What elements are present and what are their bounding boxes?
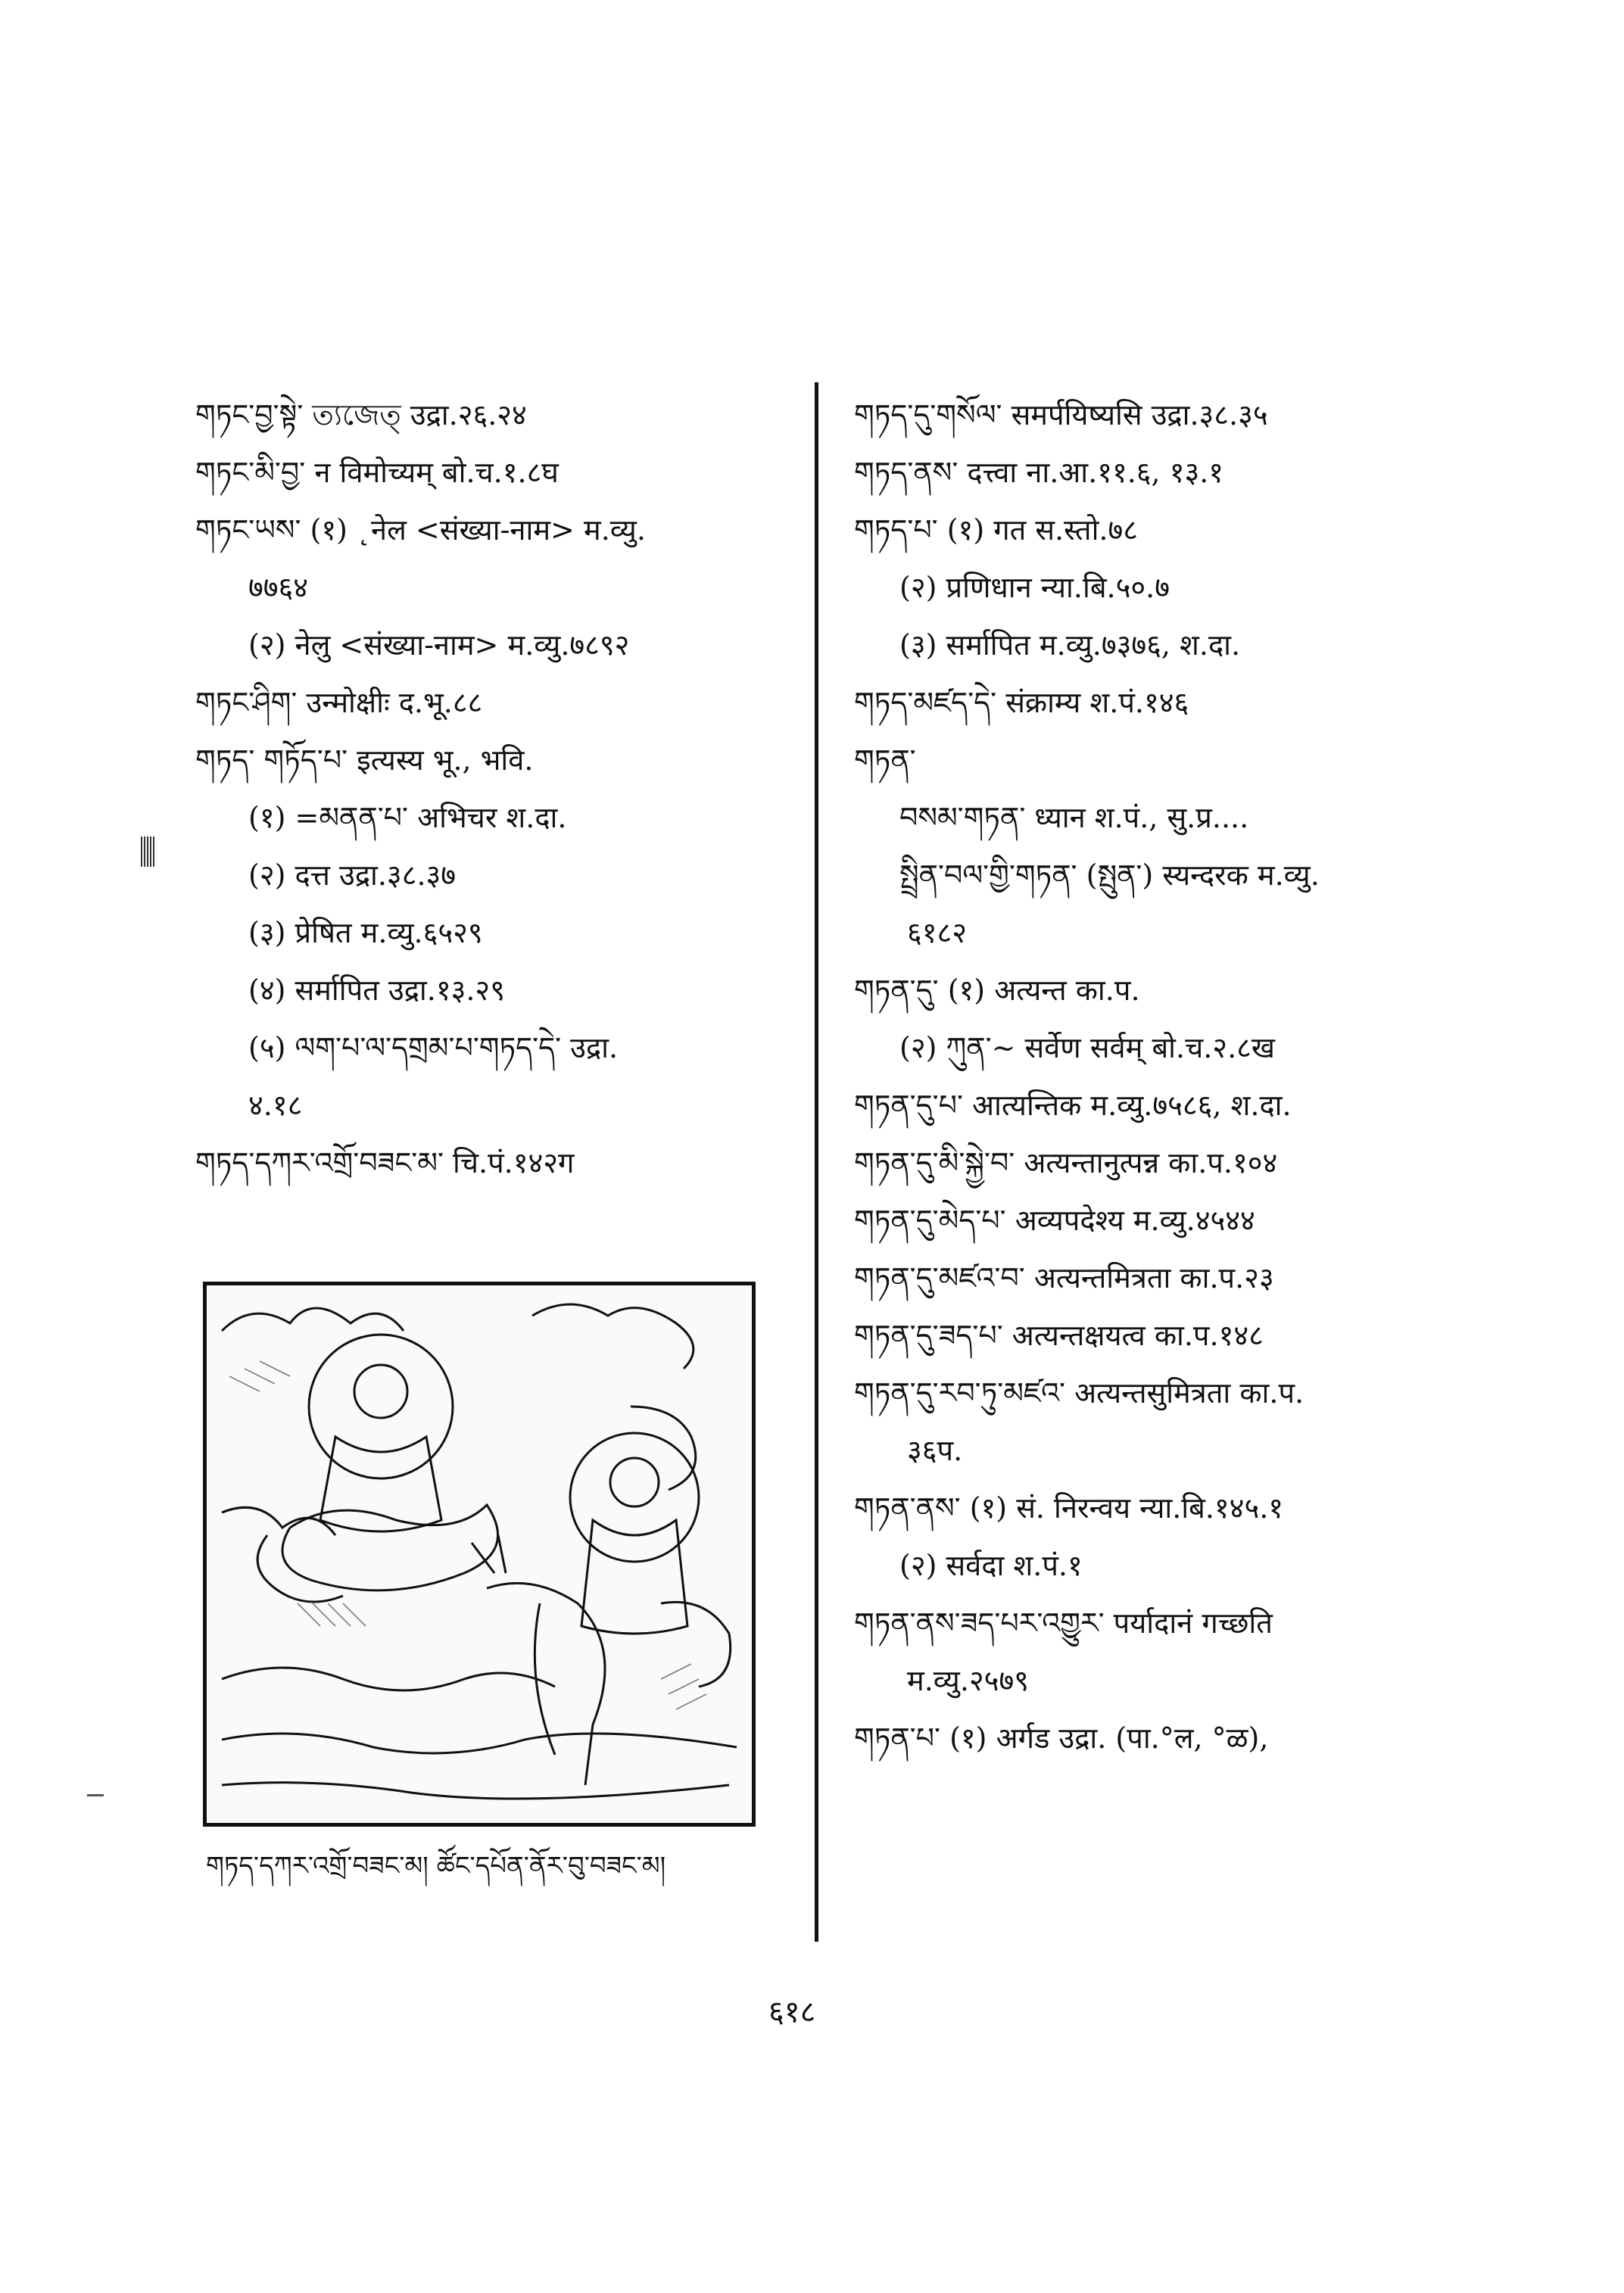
entry-line: གཏན་དུ་མཛའ་བ་ अत्यन्तमित्रता का.प.२३: [854, 1261, 1274, 1294]
margin-marks: [141, 837, 156, 867]
entry-line: གཏན་ནས་ (१) सं. निरन्वय न्या.बि.१४५.१: [854, 1491, 1284, 1525]
entry-line: (२) ཀུན་~ सर्वेण सर्वम् बो.च.२.८ख: [899, 1031, 1275, 1064]
entry-line: གཏན་དུ་ (१) अत्यन्त का.प.: [854, 974, 1140, 1007]
entry-line: (४) सर्मापित उद्रा.१३.२९: [248, 974, 505, 1007]
entry-line: གཏན་པ་ (१) अर्गड उद्रा. (पा.°ल, °ळ),: [854, 1721, 1269, 1755]
left-column: [195, 386, 801, 1192]
entry-line: (३) प्रेषित म.व्यु.६५२९: [248, 916, 483, 949]
column-divider: [815, 382, 818, 1942]
entry-line: སྤྲིན་བལ་གྱི་གཏན་ (སྤུན་) स्यन्दरक म.व्यु.: [899, 858, 1320, 892]
entry-line: (२) प्रणिधान न्या.बि.५०.७: [899, 571, 1170, 604]
entry-line: གཏད་ གཏོད་པ་ इत्यस्य भू., भवि.: [195, 743, 534, 777]
entry-line: ४.१८: [248, 1089, 303, 1122]
entry-line: གཏན་དུ་མི་སྐྱེ་བ་ अत्यन्तानुत्पन्न का.प.१०४: [854, 1146, 1278, 1179]
stray-mark: [87, 1794, 104, 1796]
entry-line: གཏང་ཤིག་ उन्मोक्षीः द.भू.८८: [195, 686, 483, 719]
entry-line: གཏང་མི་བྱ་ न विमोच्यम् बो.च.१.८घ: [195, 456, 559, 489]
entry-line: གཏང་བྱ་སྟེ་ ত্যজেত্ उद्रा.२६.२४: [195, 398, 527, 431]
entry-line: གཏན་དུ་ཟད་པ་ अत्यन्तक्षयत्व का.प.१४८: [854, 1319, 1264, 1352]
entry-line: གཏན་: [854, 743, 916, 777]
entry-line: (३) सर्मापित म.व्यु.७३७६, श.दा.: [899, 628, 1241, 662]
page-number: ६१८: [768, 1995, 816, 2030]
entry-line: བསམ་གཏན་ ध्यान श.पं., सु.प्र....: [899, 801, 1249, 834]
entry-line: (१) =མནན་པ་ अभिचर श.दा.: [248, 801, 567, 834]
entry-line: གཏད་ནས་ दत्त्वा ना.आ.११.६, १३.१: [854, 456, 1224, 489]
entry-line: གཏད་དཀར་འགྲོ་བཟང་མ་ चि.पं.१४२ग: [195, 1146, 575, 1179]
entry-line: (२) दत्त उद्रा.३८.३७: [248, 858, 457, 892]
entry-line: གཏན་དུ་པ་ आत्यन्तिक म.व्यु.७५८६, श.दा.: [854, 1089, 1292, 1122]
right-column: [854, 386, 1460, 1767]
entry-line: གཏན་ནས་ཟད་པར་འགྱུར་ पर्यादानं गच्छति: [854, 1606, 1273, 1640]
figure-caption: གཏད་དཀར་འགྲོ་བཟང་མ། ཚོང་དཔོན་ནོར་བུ་བཟང་མ།: [206, 1851, 666, 1881]
entry-line: གཏང་ཡས་ (१) ˛नेल <संख्या-नाम> म.व्यु.: [195, 513, 646, 547]
entry-line: (२) नेलु <संख्या-नाम> म.व्यु.७८९२: [248, 628, 630, 662]
entry-line: म.व्यु.२५७९: [907, 1664, 1029, 1697]
deity-woodcut-image: [207, 1285, 752, 1823]
entry-line: གཏན་དུ་མེད་པ་ अव्यपदेश्य म.व्यु.४५४४: [854, 1204, 1255, 1237]
entry-line: ६१८२: [907, 916, 968, 949]
entry-line: གཏད་པ་ (१) गत स.स्तो.७८: [854, 513, 1139, 547]
entry-line: ७७६४: [248, 571, 309, 604]
entry-line: ३६प.: [907, 1434, 963, 1467]
entry-line: (२) सर्वदा श.पं.१: [899, 1549, 1083, 1582]
entry-line: (५) ལག་པ་ལ་དགྲམ་པ་གཏད་དེ་ उद्रा.: [248, 1031, 619, 1064]
entry-line: གཏན་དུ་རབ་ཏུ་མཛའ་ अत्यन्तसुमित्रता का.प.: [854, 1376, 1304, 1410]
woodcut-illustration: [203, 1282, 756, 1827]
entry-line: གཏད་མཛད་དེ་ संक्राम्य श.पं.१४६: [854, 686, 1189, 719]
entry-line: གཏད་དུ་གསོལ་ समर्पयिष्यसि उद्रा.३८.३५: [854, 398, 1268, 431]
